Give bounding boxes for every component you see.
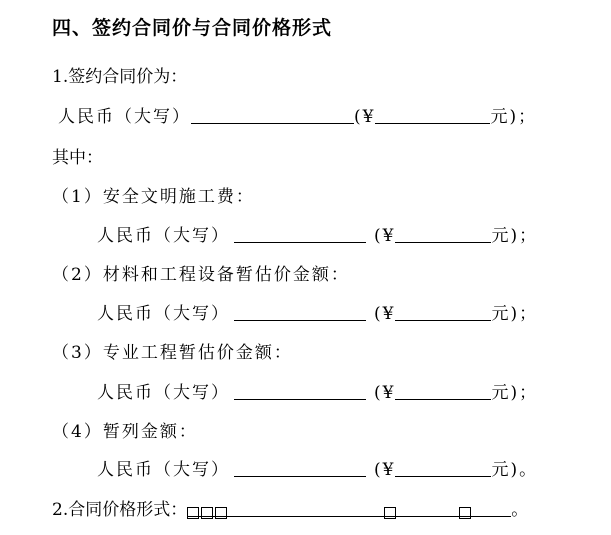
yen-amount-blank[interactable] bbox=[395, 225, 491, 243]
rmb-amount-blank[interactable] bbox=[234, 225, 366, 243]
rmb-label: 人民币（大写） bbox=[97, 383, 230, 403]
price-form-blank-2[interactable] bbox=[449, 499, 511, 517]
checkbox-icon[interactable] bbox=[187, 507, 199, 519]
sub2-price-row bbox=[97, 303, 538, 325]
rmb-amount-blank[interactable] bbox=[191, 106, 354, 124]
sub1-price-row bbox=[97, 225, 538, 247]
rmb-label: 人民币（大写） bbox=[97, 460, 230, 480]
rmb-label: 人民币（大写） bbox=[58, 107, 191, 127]
rmb-label: 人民币（大写） bbox=[97, 304, 230, 324]
yen-open: (¥ bbox=[374, 304, 396, 324]
section-title: 四、签约合同价与合同价格形式 bbox=[52, 17, 333, 39]
rmb-amount-blank[interactable] bbox=[234, 382, 366, 400]
rmb-amount-blank[interactable] bbox=[234, 459, 366, 477]
yen-open: (¥ bbox=[374, 460, 396, 480]
checkbox-icon[interactable] bbox=[459, 507, 471, 519]
item2-label: 2.合同价格形式： bbox=[52, 500, 188, 520]
yen-amount-blank[interactable] bbox=[375, 106, 490, 124]
sub4-label: （4）暂列金额： bbox=[52, 422, 198, 442]
sub1-label: （1）安全文明施工费： bbox=[52, 187, 255, 207]
yuan-close: 元)； bbox=[490, 107, 538, 127]
yuan-close: 元)； bbox=[491, 226, 539, 246]
sub2-label: （2）材料和工程设备暂估价金额： bbox=[52, 265, 350, 285]
sub3-price-row bbox=[97, 382, 538, 404]
yuan-close-final: 元)。 bbox=[491, 460, 539, 480]
qizhong-label: 其中： bbox=[52, 148, 103, 168]
checkbox-icon[interactable] bbox=[201, 507, 213, 519]
yen-amount-blank[interactable] bbox=[395, 382, 491, 400]
rmb-label: 人民币（大写） bbox=[97, 226, 230, 246]
total-price-row bbox=[58, 106, 537, 128]
checkbox-icon[interactable] bbox=[215, 507, 227, 519]
yuan-close: 元)； bbox=[491, 383, 539, 403]
yen-amount-blank[interactable] bbox=[395, 303, 491, 321]
item1-label: 1.签约合同价为： bbox=[52, 67, 188, 87]
yen-open: (¥ bbox=[354, 107, 376, 127]
sub4-price-row bbox=[97, 459, 538, 481]
yuan-close: 元)； bbox=[491, 304, 539, 324]
item2-end: 。 bbox=[511, 500, 529, 520]
checkbox-icon[interactable] bbox=[384, 507, 396, 519]
sub3-label: （3）专业工程暂估价金额： bbox=[52, 343, 293, 363]
price-form-blank[interactable] bbox=[187, 499, 449, 517]
item2-row bbox=[52, 499, 528, 521]
rmb-amount-blank[interactable] bbox=[234, 303, 366, 321]
yen-open: (¥ bbox=[374, 383, 396, 403]
yen-amount-blank[interactable] bbox=[395, 459, 491, 477]
yen-open: (¥ bbox=[374, 226, 396, 246]
